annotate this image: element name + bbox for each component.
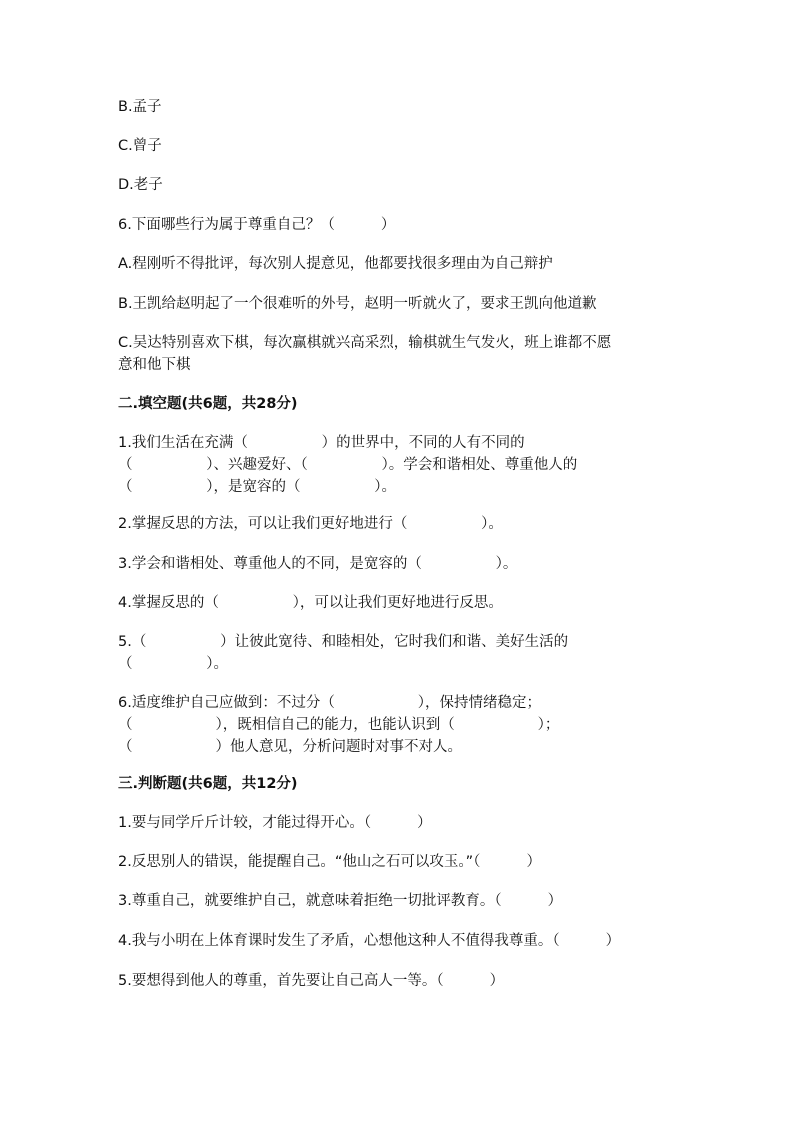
question-6-option-a: A.程刚听不得批评，每次别人提意见，他都要找很多理由为自己辩护 <box>118 256 553 272</box>
option-b-line: B.孟子 <box>118 99 162 115</box>
question-6-option-b: B.王凯给赵明起了一个很难听的外号，赵明一听就火了，要求王凯向他道歉 <box>118 296 597 312</box>
judge-question-2: 2.反思别人的错误，能提醒自己。“他山之石可以攻玉。”（ ） <box>118 854 541 870</box>
judge-question-1: 1.要与同学斤斤计较，才能过得开心。（ ） <box>118 815 432 831</box>
fill-question-5-line-1: 5.（ ）让彼此宽待、和睦相处，它时我们和谐、美好生活的 <box>118 634 569 650</box>
fill-question-6-line-2: （ ），既相信自己的能力，也能认识到（ ）； <box>118 717 560 733</box>
fill-question-3: 3.学会和谐相处、尊重他人的不同，是宽容的（ ）。 <box>118 556 518 572</box>
fill-question-5-line-2: （ ）。 <box>118 656 228 672</box>
question-6-option-c-continued: 意和他下棋 <box>118 357 191 373</box>
question-6-stem: 6.下面哪些行为属于尊重自己？（ ） <box>118 217 396 233</box>
option-c-line: C.曾子 <box>118 138 162 154</box>
fill-question-6-line-3: （ ）他人意见，分析问题时对事不对人。 <box>118 739 462 755</box>
fill-question-2: 2.掌握反思的方法，可以让我们更好地进行（ ）。 <box>118 516 503 532</box>
judge-question-5: 5.要想得到他人的尊重，首先要让自己高人一等。（ ） <box>118 973 505 989</box>
fill-question-1-line-3: （ ），是宽容的（ ）。 <box>118 479 396 495</box>
section-true-false-heading: 三.判断题(共6题，共12分) <box>118 776 298 792</box>
fill-question-6-line-1: 6.适度维护自己应做到：不过分（ ），保持情绪稳定； <box>118 695 542 711</box>
fill-question-1-line-1: 1.我们生活在充满（ ）的世界中，不同的人有不同的 <box>118 435 525 451</box>
fill-question-1-line-2: （ ）、兴趣爱好、（ ）。学会和谐相处、尊重他人的 <box>118 457 578 473</box>
option-d-line: D.老子 <box>118 177 163 193</box>
fill-question-4: 4.掌握反思的（ ），可以让我们更好地进行反思。 <box>118 595 503 611</box>
section-fill-blank-heading: 二.填空题(共6题，共28分) <box>118 396 298 412</box>
question-6-option-c: C.吴达特别喜欢下棋，每次赢棋就兴高采烈，输棋就生气发火，班上谁都不愿 <box>118 335 612 351</box>
judge-question-3: 3.尊重自己，就要维护自己，就意味着拒绝一切批评教育。（ ） <box>118 893 563 909</box>
judge-question-4: 4.我与小明在上体育课时发生了矛盾，心想他这种人不值得我尊重。（ ） <box>118 933 621 949</box>
